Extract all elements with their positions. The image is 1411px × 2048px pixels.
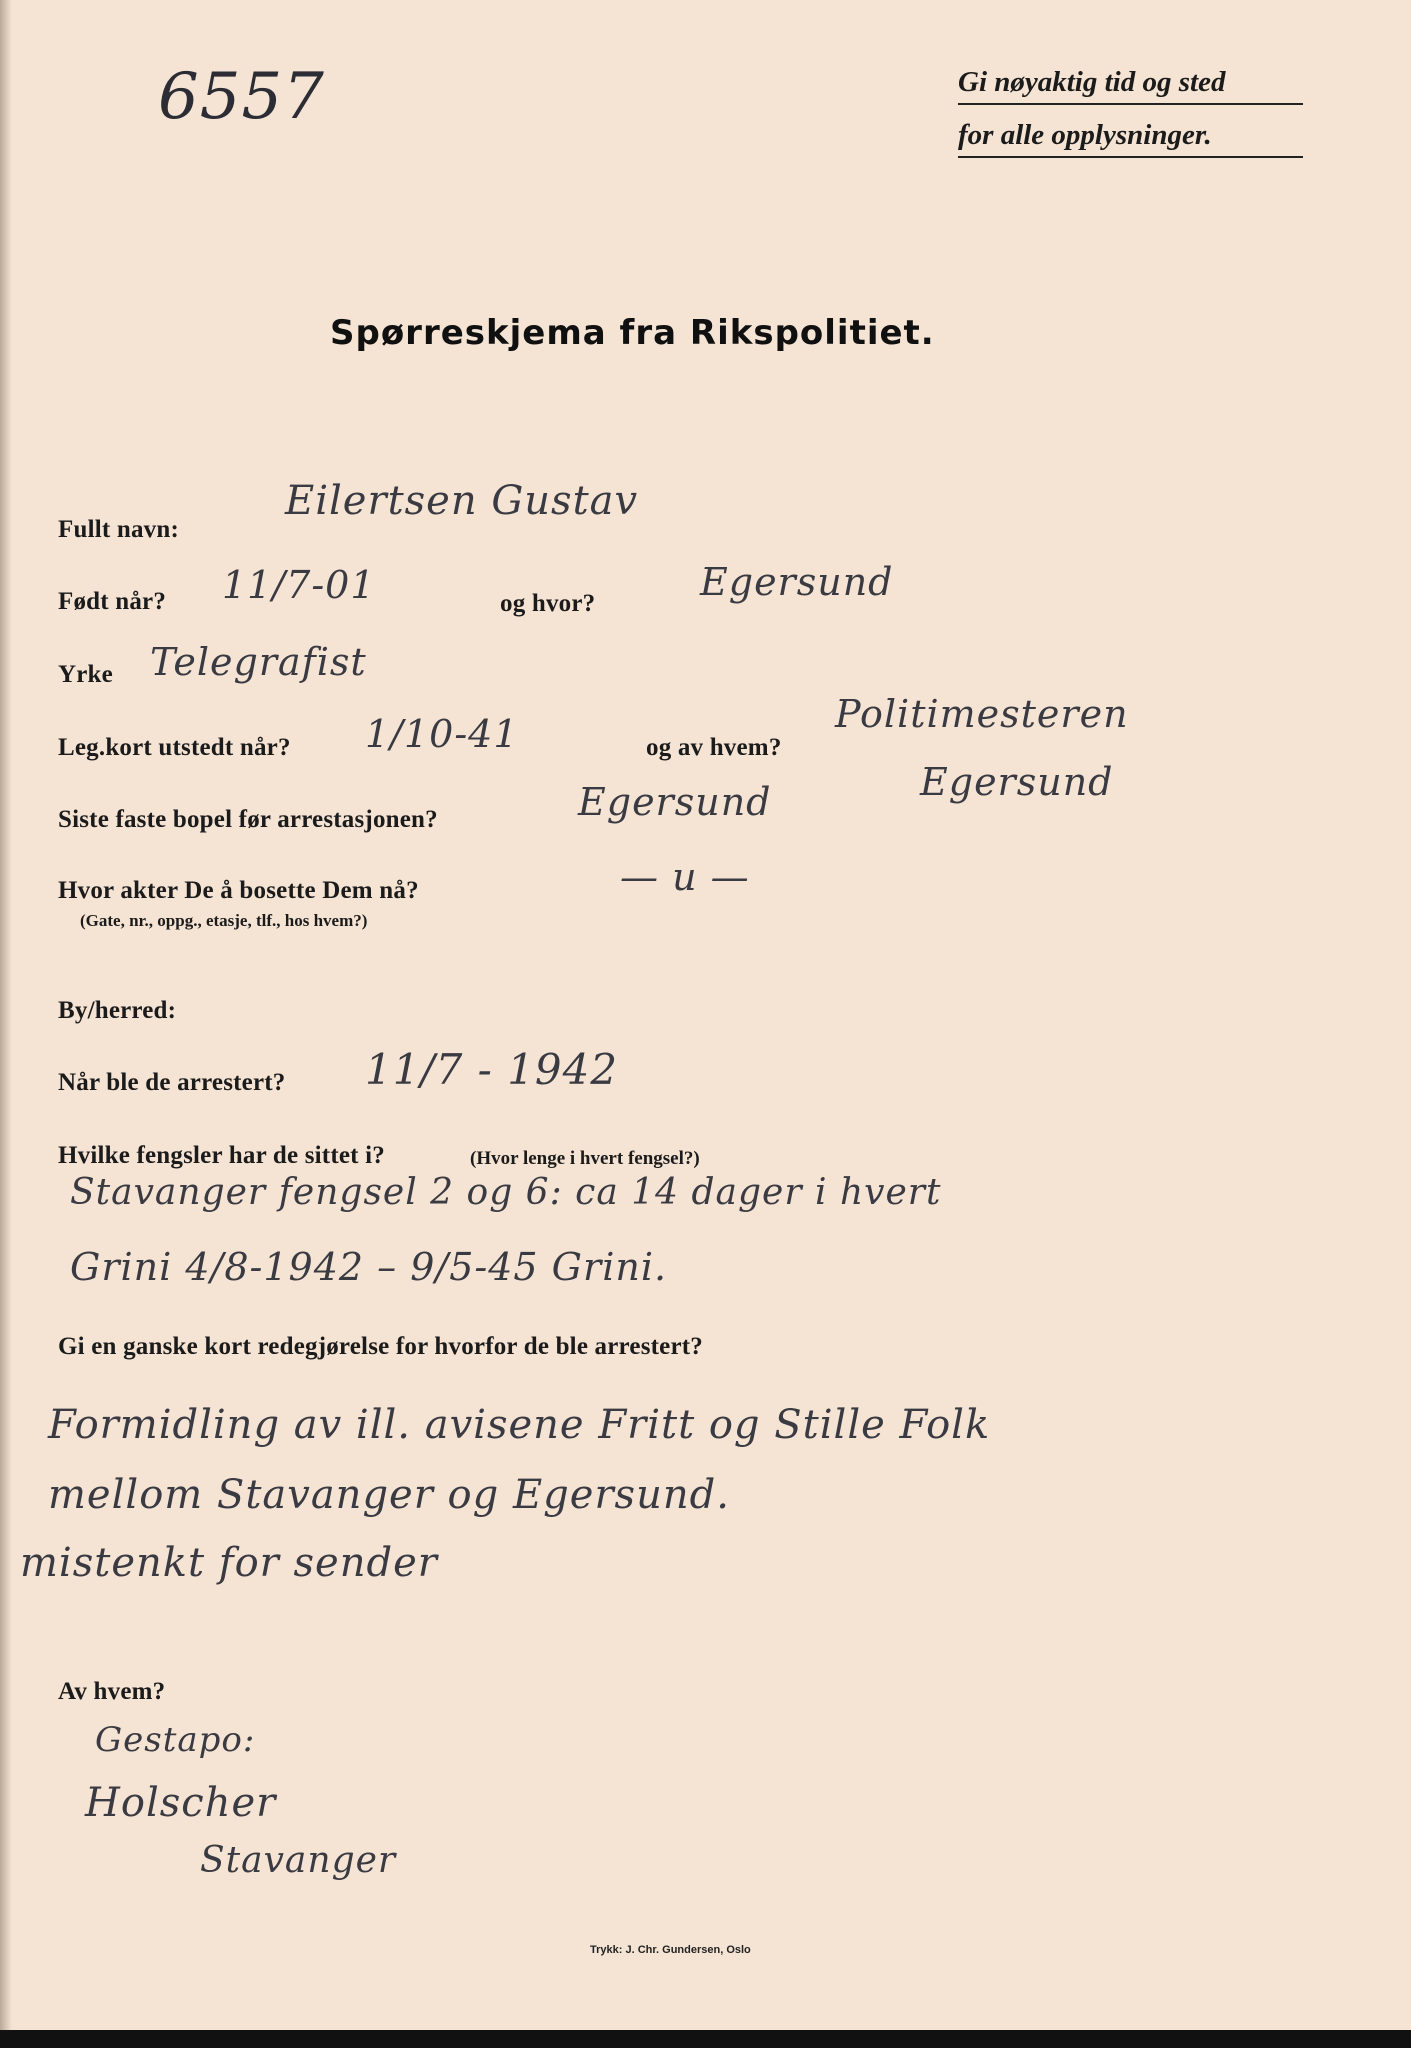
printer-imprint: Trykk: J. Chr. Gundersen, Oslo [590, 1944, 751, 1956]
scan-bottom-edge [0, 2030, 1411, 2048]
prisons-label: Hvilke fengsler har de sittet i? [58, 1142, 385, 1169]
full-name-value: Eilertsen Gustav [285, 478, 639, 524]
form-title: Spørreskjema fra Rikspolitiet. [330, 313, 935, 353]
paper-edge-shadow [0, 0, 12, 2048]
born-where-value: Egersund [700, 560, 894, 604]
settle-where-value: — u — [620, 855, 750, 899]
notice-line-2: for alle opplysninger. [958, 119, 1303, 158]
born-when-label: Født når? [58, 588, 167, 615]
by-whom-value-line1: Gestapo: [95, 1720, 256, 1760]
id-card-when-label: Leg.kort utstedt når? [58, 734, 291, 761]
settle-where-sublabel: (Gate, nr., oppg., etasje, tlf., hos hvem?) [80, 911, 368, 930]
arrested-when-label: Når ble de arrestert? [58, 1069, 286, 1096]
full-name-label: Fullt navn: [58, 516, 179, 543]
municipality-label: By/herred: [58, 997, 177, 1024]
occupation-label: Yrke [58, 661, 113, 688]
last-residence-value: Egersund [578, 780, 772, 824]
notice-line-1: Gi nøyaktig tid og sted [958, 66, 1303, 105]
id-card-by-label: og av hvem? [646, 734, 782, 761]
id-card-by-value-line1: Politimesteren [835, 692, 1129, 736]
by-whom-value-line2: Holscher [85, 1780, 277, 1826]
prisons-value-line2: Grini 4/8-1942 – 9/5-45 Grini. [70, 1245, 668, 1289]
notice-box [958, 66, 1303, 172]
arrested-when-value: 11/7 - 1942 [365, 1045, 619, 1094]
reason-value-line2: mellom Stavanger og Egersund. [48, 1472, 730, 1518]
by-whom-label: Av hvem? [58, 1678, 166, 1705]
id-card-when-value: 1/10-41 [365, 712, 519, 756]
archive-number: 6557 [158, 60, 325, 134]
id-card-by-value-line2: Egersund [920, 760, 1114, 804]
reason-value-line3: mistenkt for sender [20, 1540, 438, 1586]
prisons-value-line1: Stavanger fengsel 2 og 6: ca 14 dager i hvert [70, 1172, 942, 1213]
reason-label: Gi en ganske kort redegjørelse for hvorfor de ble arrestert? [58, 1333, 703, 1360]
reason-value-line1: Formidling av ill. avisene Fritt og Stille Folk [48, 1402, 991, 1448]
occupation-value: Telegrafist [150, 640, 367, 684]
prisons-sublabel: (Hvor lenge i hvert fengsel?) [470, 1148, 700, 1169]
settle-where-label: Hvor akter De å bosette Dem nå? [58, 877, 419, 904]
born-when-value: 11/7-01 [222, 563, 376, 607]
last-residence-label: Siste faste bopel før arrestasjonen? [58, 806, 438, 833]
born-where-label: og hvor? [500, 590, 596, 617]
by-whom-value-line3: Stavanger [200, 1840, 397, 1881]
